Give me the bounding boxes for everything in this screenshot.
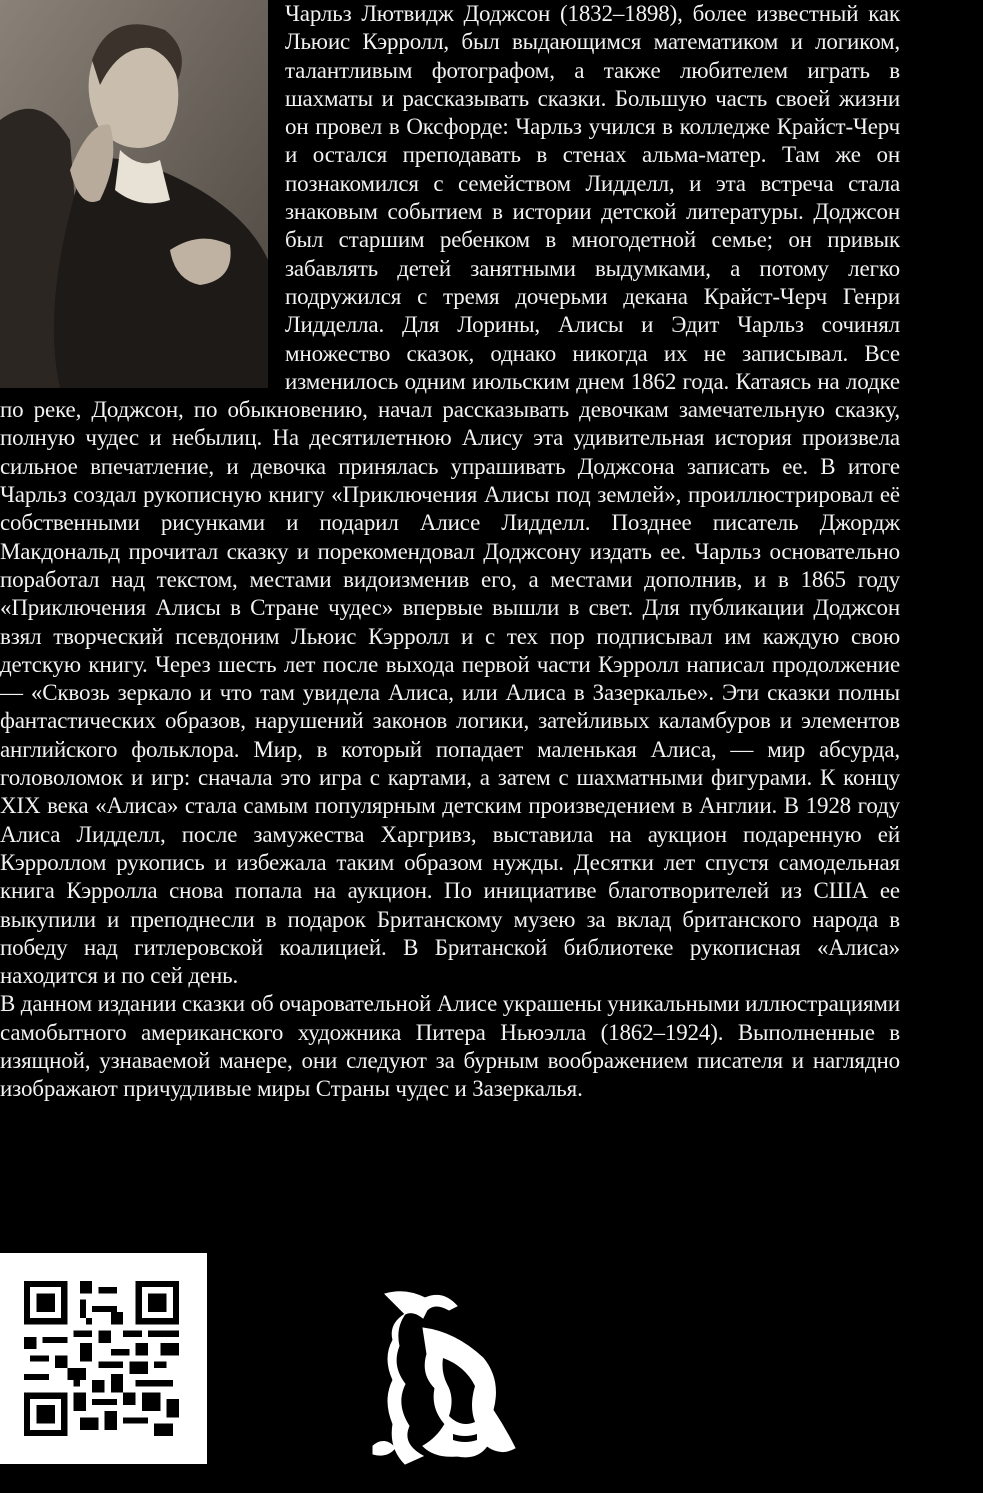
publisher-logo xyxy=(365,1288,535,1468)
paragraph-1: Чарльз Лютвидж Доджсон (1832–1898), более известный как Льюис Кэрролл, был выдающимся математиком и логиком, талантливым фотографом, а также любителем играть в шахматы и рассказывать сказки. Большую часть своей жизни он провел в Оксфорде: Чарльз учился в колледже Крайст-Черч и остался преподавать в стенах альма-матер. Там же он познакомился с семейством Лидделл, и эта встреча стала знаковым событием в истории детской литературы. Доджсон был старшим ребенком в многодетной семье; он привык забавлять детей занятными выдумками, а потому легко подружился с тремя дочерьми декана Крайст-Черч Генри Лидделла. Для Лорины, Алисы и Эдит Чарльз сочинял множество сказок, однако никогда их не записывал. Все изменилось одним июльским днем 1862 года. Катаясь на лодке по реке, Доджсон, по обыкновению, начал рассказывать девочкам замечательную сказку, полную чудес и небылиц. На десятилетнюю Алису эта удивительная история произвела сильное впечатление, и девочка принялась упрашивать Доджсона записать ее. В итоге Чарльз создал рукописную книгу «Приключения Алисы под землей», проиллюстрировал её собственными рисунками и подарил Алисе Лидделл. Позднее писатель Джордж Макдональд прочитал сказку и порекомендовал Доджсону издать ее. Чарльз основательно поработал над текстом, местами видоизменив его, а местами дополнив, и в 1865 году «Приключения Алисы в Стране чудес» впервые вышли в свет. Для публикации Доджсон взял творческий псевдоним Льюис Кэрролл и с тех пор подписывал им каждую свою детскую книгу. Через шесть лет после выхода первой части Кэрролл написал продолжение — «Сквозь зеркало и что там увидела Алиса, или Алиса в Зазеркалье». Эти сказки полны фантастических образов, нарушений законов логики, затейливых каламбуров и элементов английского фольклора. Мир, в который попадает маленькая Алиса, — мир абсурда, головоломок и игр: сначала это игра с картами, а затем с шахматными фигурами. К концу XIX века «Алиса» стала самым популярным детским произведением в Англии. В 1928 году Алиса Лидделл, после замужества Харгривз, выставила на аукцион подаренную ей Кэрроллом рукопись и избежала таким образом нужды. Десятки лет спустя самодельная книга Кэрролла снова попала на аукцион. По инициативе благотворителей из США ее выкупили и преподнесли в подарок Британскому музею за вклад британского народа в победу над гитлеровской коалицией. В Британской библиотеке рукописная «Алиса» находится и по сей день. xyxy=(0,1,900,989)
paragraph-2: В данном издании сказки об очаровательной Алисе украшены уникальными иллюстрациями самобытного американского художника Питера Ньюэлла (1862–1924). Выполненные в изящной, узнаваемой манере, они следуют за бурным воображением писателя и наглядно изображают причудливые миры Страны чудес и Зазеркалья. xyxy=(0,991,900,1102)
qr-code-icon xyxy=(24,1281,179,1436)
portrait-spacer xyxy=(0,0,285,388)
dragon-logo-icon xyxy=(365,1288,535,1468)
qr-code xyxy=(0,1253,207,1464)
